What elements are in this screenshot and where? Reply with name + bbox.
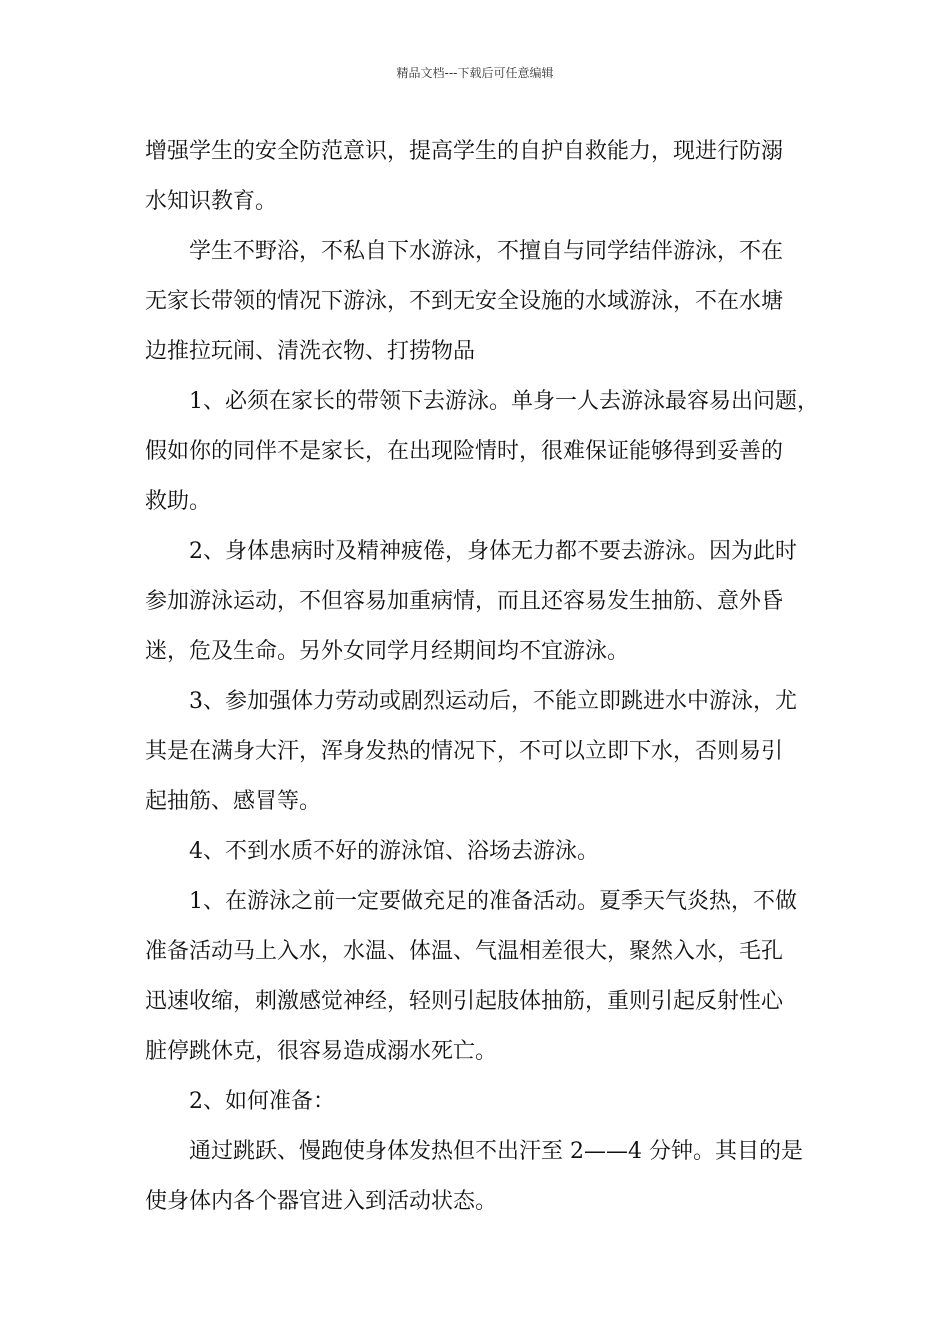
paragraph-intro <box>145 127 825 227</box>
text-line: 1、必须在家长的带领下去游泳。单身一人去游泳最容易出问题， <box>189 389 819 414</box>
paragraph-item-2 <box>145 527 825 677</box>
text-line: 脏停跳休克，很容易造成溺水死亡。 <box>145 1039 498 1064</box>
text-line: 其是在满身大汗，浑身发热的情况下，不可以立即下水，否则易引 <box>145 739 784 764</box>
text-line: 4、不到水质不好的游泳馆、浴场去游泳。 <box>189 839 599 864</box>
text-line: 2、如何准备： <box>189 1089 335 1114</box>
text-line: 边推拉玩闹、清洗衣物、打捞物品 <box>145 339 476 364</box>
page-header: 精品文档---下载后可任意编辑 <box>396 66 554 80</box>
text-line: 无家长带领的情况下游泳，不到无安全设施的水域游泳，不在水塘 <box>145 289 784 314</box>
text-line: 救助。 <box>145 489 212 514</box>
text-line: 水知识教育。 <box>145 189 278 214</box>
text-line: 使身体内各个器官进入到活动状态。 <box>145 1189 498 1214</box>
paragraph-item-3 <box>145 677 825 827</box>
paragraph-warmup-method <box>145 1127 825 1227</box>
text-line: 准备活动马上入水，水温、体温、气温相差很大，聚然入水，毛孔 <box>145 939 784 964</box>
paragraph-item-1 <box>145 377 825 527</box>
text-line: 迅速收缩，刺激感觉神经，轻则引起肢体抽筋，重则引起反射性心 <box>145 989 784 1014</box>
text-line: 通过跳跃、慢跑使身体发热但不出汗至 2——4 分钟。其目的是 <box>189 1139 803 1164</box>
document-body <box>145 127 825 1227</box>
text-line: 1、在游泳之前一定要做充足的准备活动。夏季天气炎热，不做 <box>189 889 797 914</box>
text-line: 学生不野浴，不私自下水游泳，不擅自与同学结伴游泳，不在 <box>189 239 784 264</box>
text-line: 3、参加强体力劳动或剧烈运动后，不能立即跳进水中游泳，尤 <box>189 689 797 714</box>
paragraph-rules <box>145 227 825 377</box>
paragraph-item-4 <box>145 827 825 877</box>
text-line: 参加游泳运动，不但容易加重病情，而且还容易发生抽筋、意外昏 <box>145 589 784 614</box>
text-line: 迷，危及生命。另外女同学月经期间均不宜游泳。 <box>145 639 630 664</box>
text-line: 假如你的同伴不是家长，在出现险情时，很难保证能够得到妥善的 <box>145 439 784 464</box>
text-line: 2、身体患病时及精神疲倦，身体无力都不要去游泳。因为此时 <box>189 539 797 564</box>
paragraph-warmup-1 <box>145 877 825 1077</box>
text-line: 增强学生的安全防范意识，提高学生的自护自救能力，现进行防溺 <box>145 139 784 164</box>
text-line: 起抽筋、感冒等。 <box>145 789 322 814</box>
paragraph-warmup-2 <box>145 1077 825 1127</box>
